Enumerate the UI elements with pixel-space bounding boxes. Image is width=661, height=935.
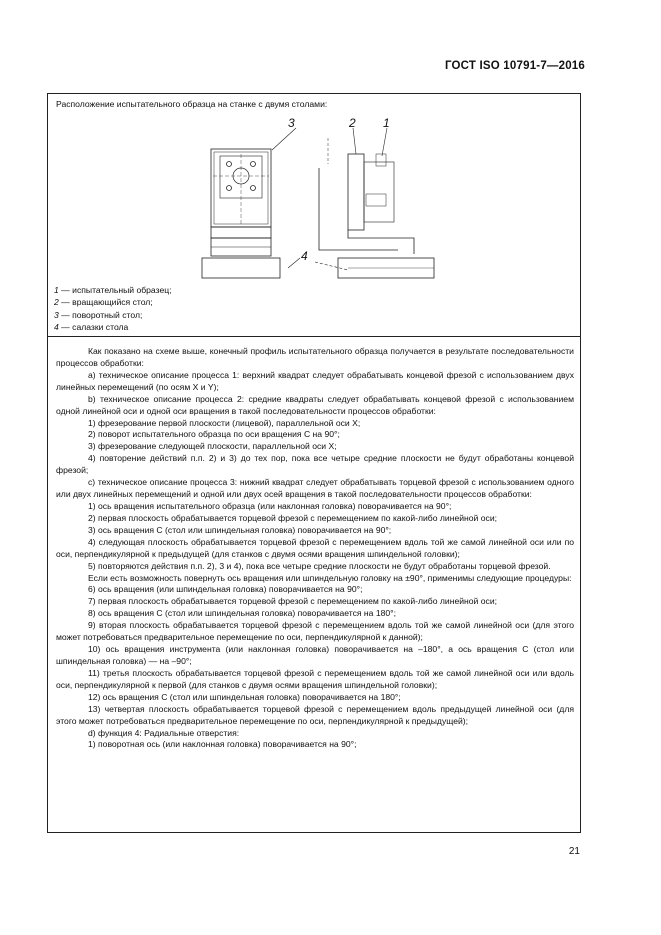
figure-legend (54, 284, 172, 333)
paragraph: 13) четвертая плоскость обрабатывается торцевой фрезой с перемещением вдоль предыдущей линейной оси (для этого может потребоваться предварительное перемещение по оси, перпендикулярной к предыдущей); (56, 703, 574, 726)
paragraph: 7) первая плоскость обрабатывается торцевой фрезой с перемещением по какой-либо линейной оси; (88, 596, 498, 607)
legend-item: 1 — испытательный образец; (54, 285, 172, 295)
callout-2: 2 (349, 116, 356, 130)
paragraph: c) техническое описание процесса 3: нижний квадрат следует обрабатывать торцевой фрезой с использованием одного или двух линейных перемещений и одной или двух осей вращения в такой последовательности процессов обработки: (56, 477, 574, 500)
figure-cell (48, 94, 580, 337)
paragraph: 1) поворотная ось (или наклонная головка) поворачивается на 90°; (88, 739, 357, 750)
paragraph: а) техническое описание процесса 1: верхний квадрат следует обрабатывать концевой фрезой с использованием двух линейных перемещений (по осям X и Y); (56, 369, 574, 392)
callout-1: 1 (383, 116, 390, 130)
paragraph: Как показано на схеме выше, конечный профиль испытательного образца получается в результате последовательности процессов обработки: (56, 346, 574, 368)
paragraph: 9) вторая плоскость обрабатывается торцевой фрезой с перемещением вдоль той же самой линейной оси (для этого может потребоваться предварительное перемещение по оси, перпендикулярной к данной); (56, 620, 574, 643)
paragraph: 5) повторяются действия п.п. 2), 3 и 4), пока все четыре средние плоскости не будут обработаны торцевой фрезой. (88, 560, 551, 571)
figure-caption: Расположение испытательного образца на станке с двумя столами: (56, 99, 328, 109)
paragraph: 3) фрезерование следующей плоскости, параллельной оси X; (88, 441, 337, 452)
callout-3: 3 (288, 116, 295, 130)
paragraph: 4) следующая плоскость обрабатывается торцевой фрезой с перемещением вдоль той же самой линейной оси или по оси, перпендикулярной к предыдущей (для станков с двумя осями вращения шпиндельной головки); (56, 536, 574, 559)
machine-drawing (188, 114, 448, 286)
callout-4: 4 (301, 249, 308, 263)
paragraph: b) техническое описание процесса 2: средние квадраты следует обрабатывать концевой фрезой с использованием одной линейной оси и одной оси вращения в такой последовательности процессов обработки: (56, 393, 574, 416)
rotary-table-left (211, 227, 271, 238)
standard-header: ГОСТ ISO 10791-7—2016 (444, 60, 585, 72)
legend-item: 2 — вращающийся стол; (54, 297, 153, 308)
paragraph: 3) ось вращения C (стол или шпиндельная головка) поворачивается на 90°; (88, 524, 392, 535)
paragraph: 1) ось вращения испытательного образца (или наклонная головка) поворачивается на 90°; (88, 500, 452, 511)
paragraph: 11) третья плоскость обрабатывается торцевой фрезой с перемещением вдоль той же самой линейной оси или вдоль оси, перпендикулярной к первой (для станков с двумя осями вращения шпиндельной головки); (56, 667, 574, 690)
paragraph: d) функция 4: Радиальные отверстия: (88, 727, 240, 738)
rotary-table-side (348, 154, 364, 230)
body-text (56, 346, 574, 751)
paragraph: 8) ось вращения C (стол или шпиндельная головка) поворачивается на 180°; (88, 608, 396, 619)
paragraph: 10) ось вращения инструмента (или наклонная головка) поворачивается на –180°, а ось вращения C (стол или шпиндельная головка) — на –90°; (56, 644, 574, 666)
paragraph: 6) ось вращения (или шпиндельная головка) поворачивается на 90°; (88, 584, 363, 595)
page-number: 21 (568, 846, 580, 857)
content-frame (47, 93, 581, 833)
slide-left (202, 258, 280, 278)
paragraph: 2) первая плоскость обрабатывается торцевой фрезой с перемещением по какой-либо линейной оси; (88, 512, 498, 523)
paragraph: 2) поворот испытательного образца по оси вращения C на 90°; (88, 429, 340, 440)
paragraph: Если есть возможность повернуть ось вращения или шпиндельную головку на ±90°, применимы следующие процедуры: (88, 572, 572, 583)
legend-item: 3 — поворотный стол; (54, 309, 143, 320)
paragraph: 4) повторение действий п.п. 2) и 3) до тех пор, пока все четыре средние плоскости не будут обработаны концевой фрезой; (56, 453, 574, 476)
paragraph: 12) ось вращения C (стол или шпиндельная головка) поворачивается на 180°; (88, 691, 401, 702)
legend-item: 4 — салазки стола (54, 321, 129, 332)
paragraph: 1) фрезерование первой плоскости (лицевой), параллельной оси X; (88, 417, 361, 428)
